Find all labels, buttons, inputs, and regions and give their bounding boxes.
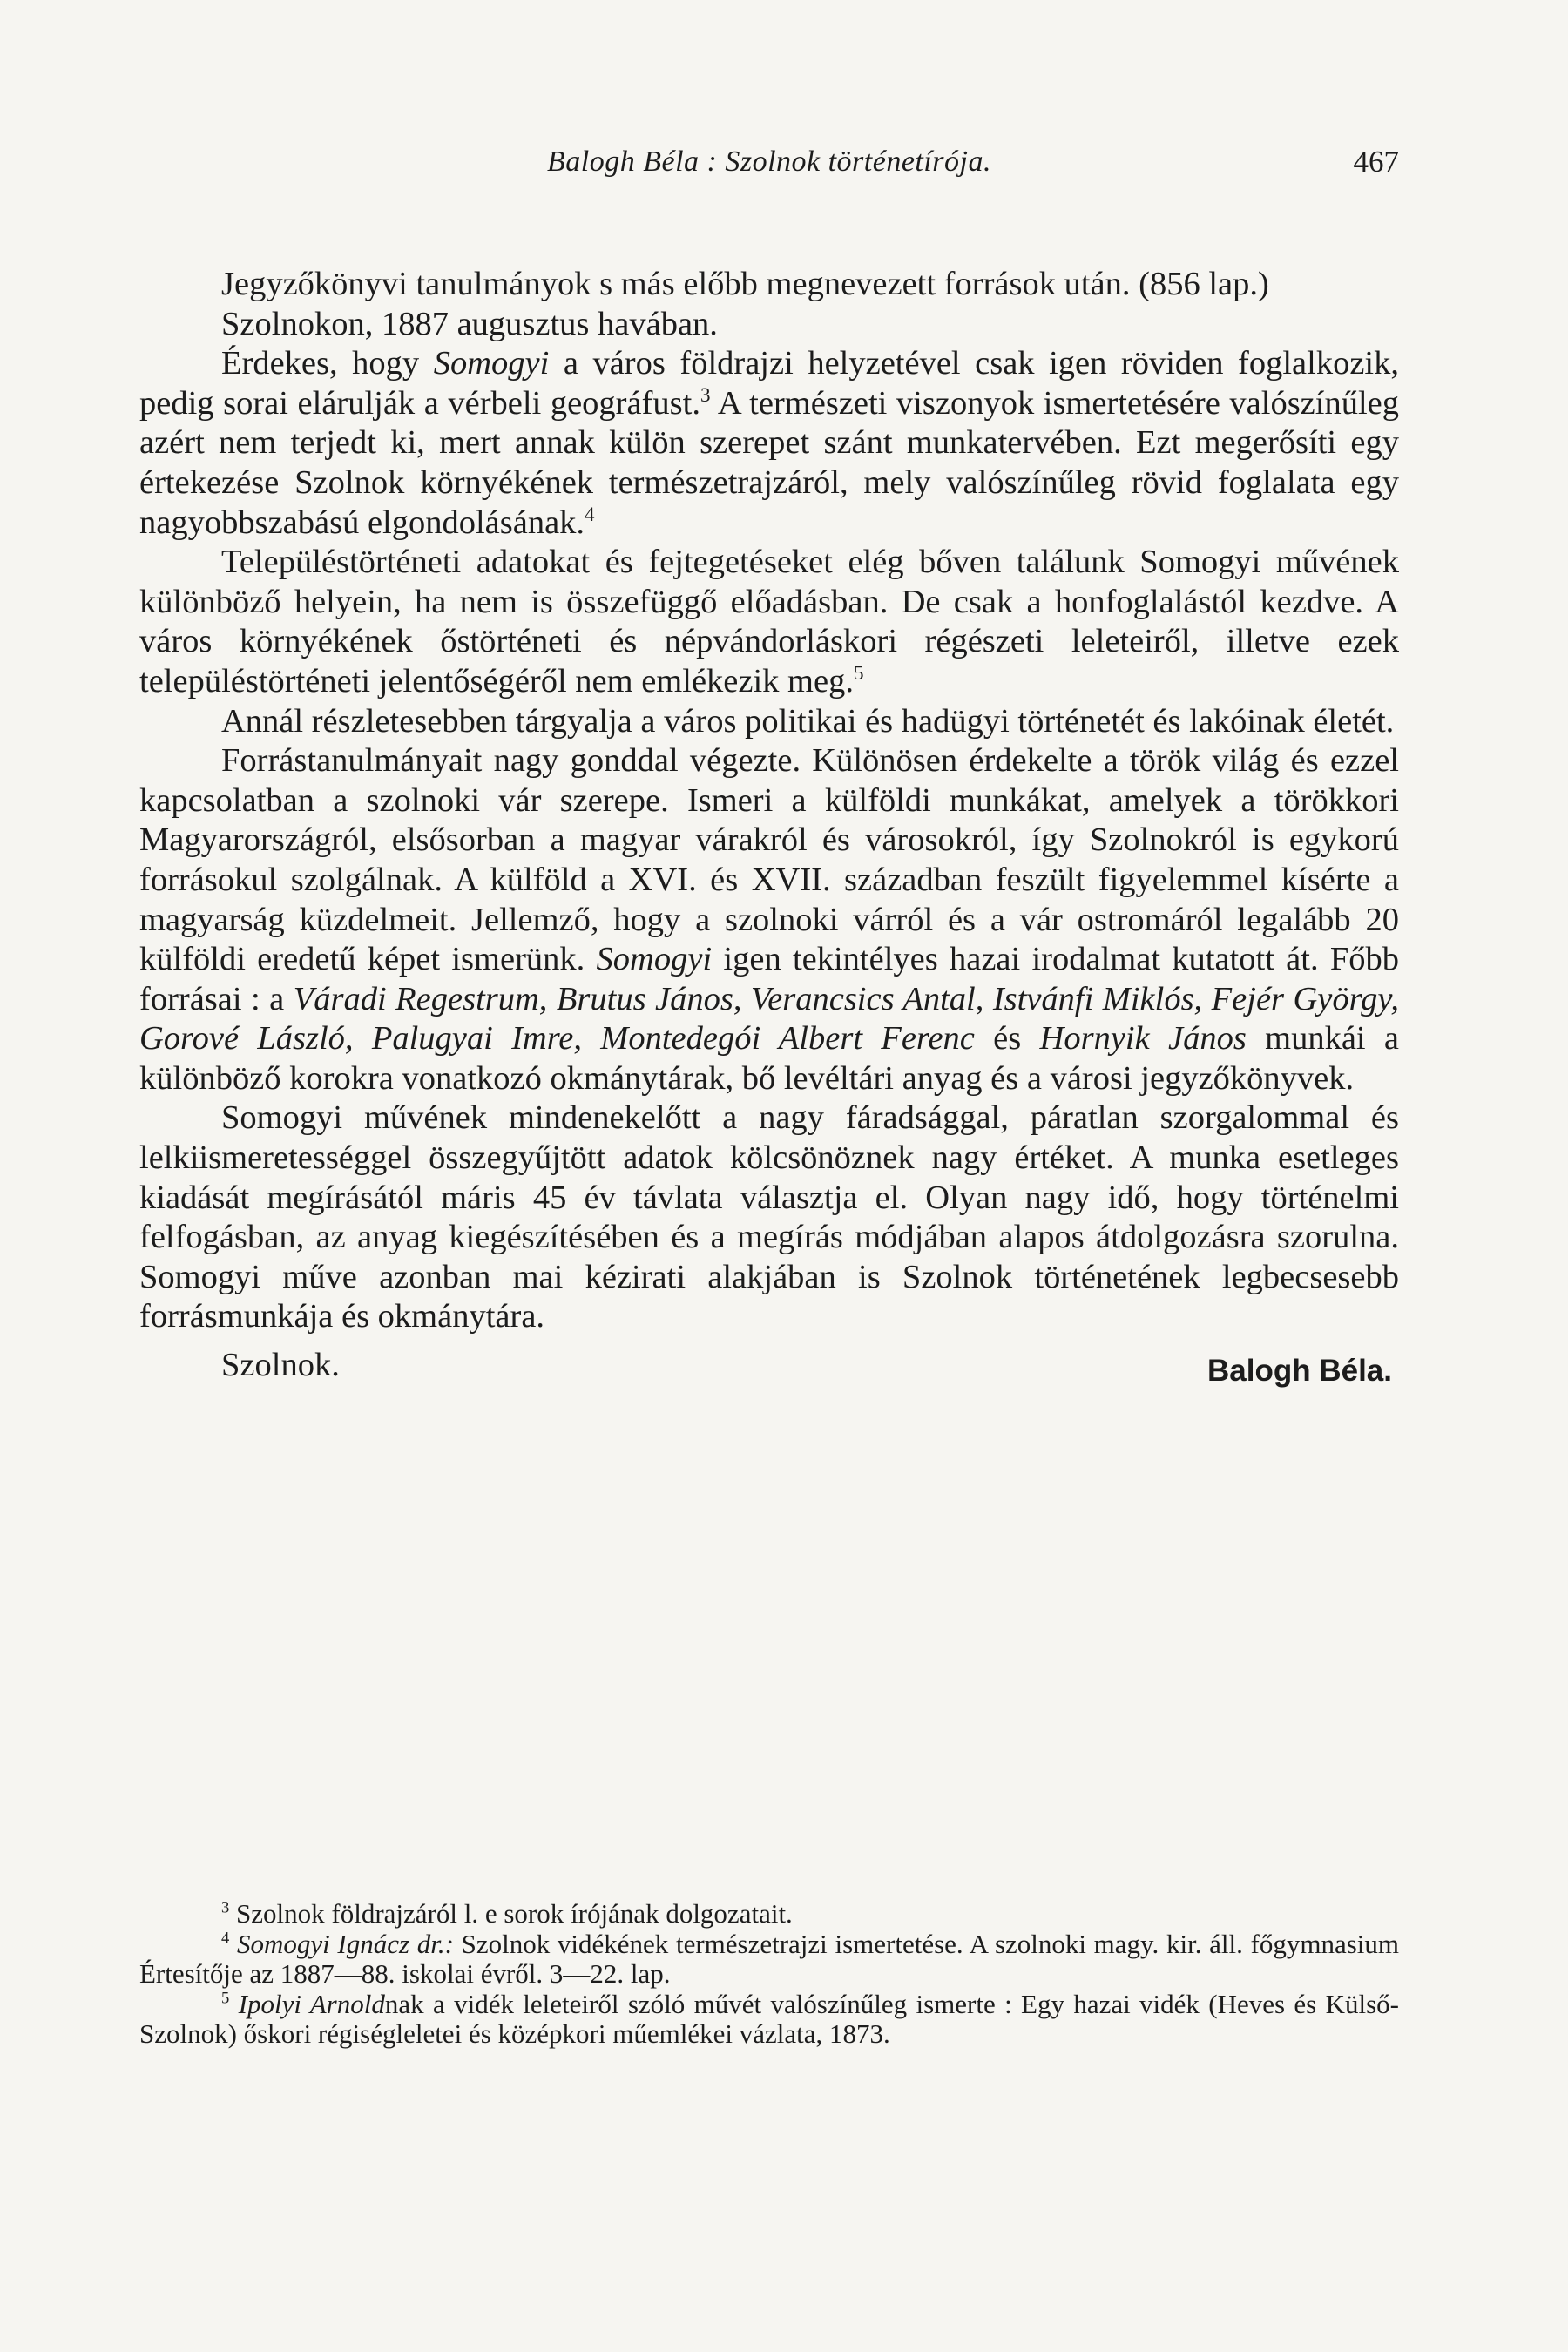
italic-name: Somogyi: [433, 345, 550, 382]
footnote-text: Szolnok vidékének természetrajzi ismertetése. A szolnoki magy. kir. áll. főgymnasium Értesítője az 1887—88. iskolai évről. 3—22. lap.: [139, 1928, 1400, 1989]
paragraph-geography: [139, 344, 1399, 543]
text-run: és: [974, 1020, 1040, 1058]
paragraph-settlement: [139, 543, 1399, 701]
italic-sources: Váradi Regestrum, Brutus János, Verancsics Antal, Istvánfi Miklós, Fejér György, Gorové László, Palugyai Imre, Montedegói Albert Ferenc: [139, 980, 1399, 1058]
page-number: 467: [1353, 145, 1399, 179]
footnote-mark: 4: [221, 1929, 230, 1948]
footnotes: [139, 1899, 1399, 2050]
footnote-author: Somogyi Ignácz dr.:: [229, 1928, 454, 1959]
page-header: [139, 145, 1399, 179]
paragraph-politics: [139, 702, 1399, 742]
signature-author: Balogh Béla.: [1207, 1354, 1392, 1389]
paragraph-date: [139, 305, 1399, 345]
text-run: munkái a különböző korokra vonatkozó okmánytárak, bő levéltári anyag és a városi jegyzőkönyvek.: [139, 1020, 1399, 1097]
running-title: Balogh Béla : Szolnok történetírója.: [547, 145, 991, 178]
paragraph-text: Annál részletesebben tárgyalja a város politikai és hadügyi történetét és lakóinak életét.: [221, 702, 1395, 740]
paragraph-value: [139, 1098, 1399, 1337]
text-run: Érdekes, hogy: [221, 345, 434, 382]
paragraph-text: Jegyzőkönyvi tanulmányok s más előbb megnevezett források után. (856 lap.): [221, 266, 1269, 302]
main-text: [139, 265, 1399, 1388]
footnote-ref-3[interactable]: 3: [700, 382, 711, 406]
text-run: A természeti viszonyok ismertetésére valószínűleg azért nem terjedt ki, mert annak külön szerepet szánt munkatervében. Ezt megerősíti egy értekezése Szolnok környékének természetrajzáról, mely valószínűleg rövid foglalata egy nagyobbszabású elgondolásának.: [139, 384, 1399, 541]
text-run: igen tekintélyes hazai irodalmat kutatott át. Főbb forrásai : a: [139, 941, 1399, 1017]
paragraph-text: Szolnokon, 1887 augusztus havában.: [221, 305, 718, 342]
text-run: Forrástanulmányait nagy gonddal végezte. Különösen érdekelte a török világ és ezzel kapcsolatban a szolnoki vár szerepe. Ismeri a külföldi munkákat, amelyek a törökkori Magyarországról, elsősorban a magyar várakról és városokról, így Szolnokról is egykorú forrásokul szolgálnak. A külföld a XVI. és XVII. században feszült figyelemmel kísérte a magyarság küzdelmeit. Jellemző, hogy a szolnoki várról és a vár ostromáról legalább 20 külföldi eredetű képet ismerünk.: [139, 742, 1399, 978]
footnote-5: [139, 1990, 1399, 2050]
paragraph-research: [139, 741, 1399, 1098]
paragraph-text: Somogyi művének mindenekelőtt a nagy fáradsággal, páratlan szorgalommal és lelkiismeretességgel összegyűjtött adatok kölcsönöznek nagy értéket. A munka esetleges kiadását megírásától máris 45 év távlata választja el. Olyan nagy idő, hogy történelmi felfogásban, az anyag kiegészítésében és a megírás módjában alapos átdolgozásra szorulna. Somogyi műve azonban mai kézirati alakjában is Szolnok történetének legbecsesebb forrásmunkája és okmánytára.: [139, 1099, 1399, 1335]
footnote-4: [139, 1930, 1399, 1990]
paragraph-sources: [139, 265, 1399, 305]
footnote-ref-5[interactable]: 5: [853, 661, 864, 685]
footnote-3: [139, 1899, 1399, 1930]
footnote-text: nak a vidék leleteiről szóló művét valószínűleg ismerte : Egy hazai vidék (Heves és Külső-Szolnok) őskori régiségleletei és középkori műemlékei vázlata, 1873.: [139, 1988, 1399, 2049]
text-run: a város földrajzi helyzetével csak igen röviden foglalkozik, pedig sorai elárulják a vérbeli geográfust.: [139, 345, 1400, 422]
footnote-author: Ipolyi Arnold: [229, 1988, 385, 2019]
footnote-text: Szolnok földrajzáról l. e sorok írójának dolgozatait.: [229, 1898, 793, 1929]
signature-place: Szolnok.: [221, 1347, 340, 1384]
italic-name: Hornyik János: [1039, 1020, 1247, 1058]
italic-name: Somogyi: [596, 941, 713, 978]
footnote-mark: 5: [221, 1989, 230, 2008]
footnote-ref-4[interactable]: 4: [585, 502, 595, 525]
signature-row: [139, 1346, 1399, 1388]
text-run: Településtörténeti adatokat és fejtegetéseket elég bőven találunk Somogyi művének különböző helyein, ha nem is összefüggő előadásban. De csak a honfoglalástól kezdve. A város környékének őstörténeti és népvándorláskori régészeti leleteiről, illetve ezek településtörténeti jelentőségéről nem emlékezik meg.: [139, 544, 1399, 700]
footnote-mark: 3: [221, 1898, 230, 1917]
